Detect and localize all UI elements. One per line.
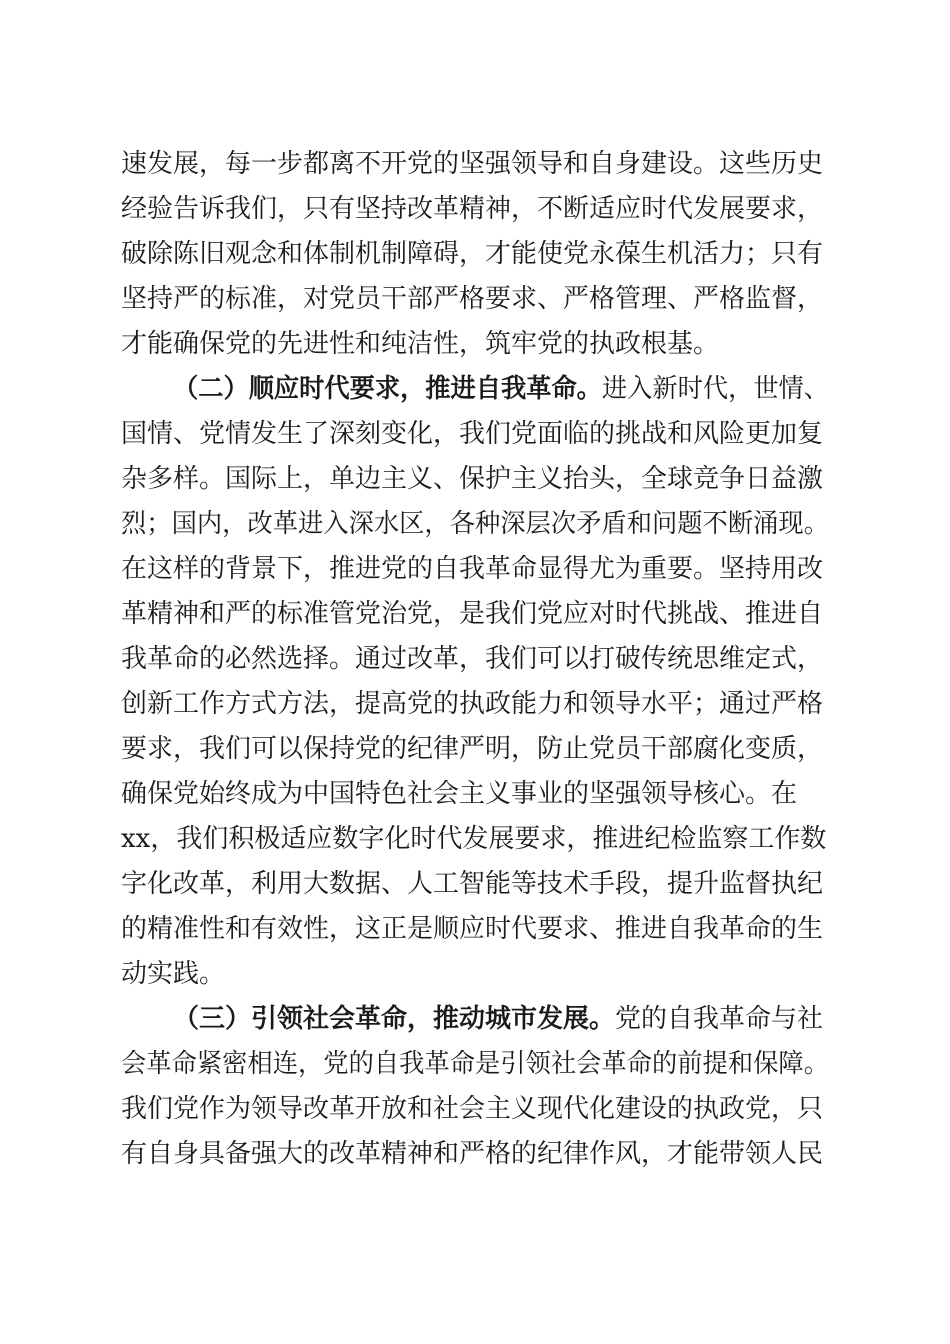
paragraph-line: 经验告诉我们，只有坚持改革精神，不断适应时代发展要求， — [121, 194, 824, 224]
paragraph-line: 国情、党情发生了深刻变化，我们党面临的挑战和风险更加复 — [121, 419, 824, 449]
paragraph-line: 字化改革，利用大数据、人工智能等技术手段，提升监督执纪 — [121, 869, 824, 899]
paragraph-line: 创新工作方式方法，提高党的执政能力和领导水平；通过严格 — [121, 689, 824, 719]
paragraph-first-line — [173, 1004, 823, 1034]
paragraph-line: 有自身具备强大的改革精神和严格的纪律作风，才能带领人民 — [121, 1139, 824, 1169]
paragraph-line: 破除陈旧观念和体制机制障碍，才能使党永葆生机活力；只有 — [121, 239, 824, 269]
paragraph-line: 的精准性和有效性，这正是顺应时代要求、推进自我革命的生 — [121, 914, 824, 944]
paragraph-line: 烈；国内，改革进入深水区，各种深层次矛盾和问题不断涌现。 — [121, 509, 829, 539]
paragraph-line: 革精神和严的标准管党治党，是我们党应对时代挑战、推进自 — [121, 599, 824, 629]
paragraph-line: 我们党作为领导改革开放和社会主义现代化建设的执政党，只 — [121, 1094, 824, 1124]
paragraph-line: 会革命紧密相连，党的自我革命是引领社会革命的前提和保障。 — [121, 1049, 829, 1079]
paragraph-line: 确保党始终成为中国特色社会主义事业的坚强领导核心。在 — [121, 779, 798, 809]
paragraph-first-line — [173, 374, 829, 404]
section-heading: （二）顺应时代要求，推进自我革命。 — [173, 374, 602, 404]
paragraph-line: 杂多样。国际上，单边主义、保护主义抬头，全球竞争日益激 — [121, 464, 824, 494]
paragraph-line: 我革命的必然选择。通过改革，我们可以打破传统思维定式， — [121, 644, 824, 674]
paragraph-line: 速发展，每一步都离不开党的坚强领导和自身建设。这些历史 — [121, 149, 824, 179]
paragraph-text: 进入新时代，世情、 — [601, 374, 830, 404]
paragraph-line: 在这样的背景下，推进党的自我革命显得尤为重要。坚持用改 — [121, 554, 824, 584]
paragraph-text: 党的自我革命与社 — [615, 1004, 824, 1034]
paragraph-line: 要求，我们可以保持党的纪律严明，防止党员干部腐化变质， — [121, 734, 824, 764]
paragraph-line: 坚持严的标准，对党员干部严格要求、严格管理、严格监督， — [121, 284, 824, 314]
paragraph-line: 动实践。 — [121, 959, 226, 989]
paragraph-line: xx，我们积极适应数字化时代发展要求，推进纪检监察工作数 — [121, 824, 827, 854]
section-heading: （三）引领社会革命，推动城市发展。 — [173, 1004, 616, 1034]
paragraph-line: 才能确保党的先进性和纯洁性，筑牢党的执政根基。 — [121, 329, 720, 359]
